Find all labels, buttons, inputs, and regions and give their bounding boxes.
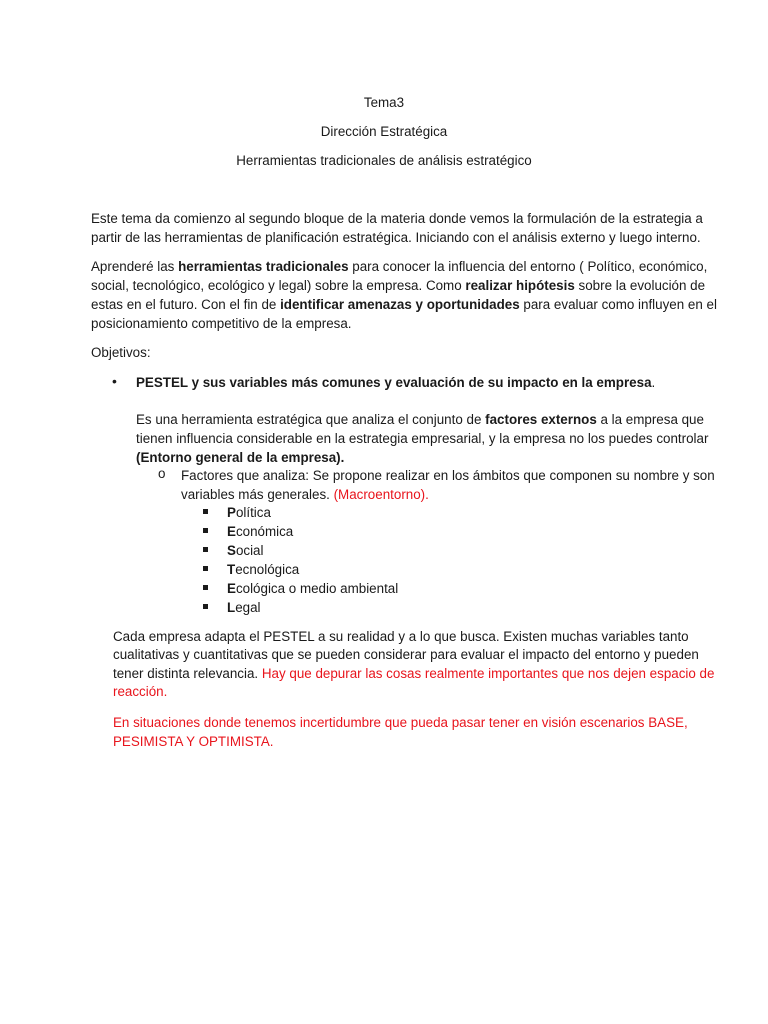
red-note: (Macroentorno). (333, 487, 429, 502)
pestel-item: Política (227, 505, 271, 520)
tools-paragraph-line: estas en el futuro. Con el fin de identificar amenazas y oportunidades para evaluar como influyen en el (91, 297, 717, 312)
bullet-square-icon (203, 509, 208, 514)
intro-paragraph-line: Este tema da comienzo al segundo bloque de la materia donde vemos la formulación de la estrategia a (91, 211, 703, 226)
closing-paragraph-line: Cada empresa adapta el PESTEL a su realidad y a lo que busca. Existen muchas variables tanto (113, 629, 689, 644)
bullet-square-icon (203, 585, 208, 590)
bullet-disc-icon: • (112, 373, 117, 389)
pestel-description-line: tienen influencia considerable en la estrategia empresarial, y la empresa no los puedes controlar (136, 431, 709, 446)
bullet-square-icon (203, 566, 208, 571)
bold-phrase: herramientas tradicionales (178, 259, 349, 274)
tools-paragraph-line: Aprenderé las herramientas tradicionales para conocer la influencia del entorno ( Político, económico, (91, 259, 708, 274)
closing-paragraph-line: cualitativas y cuantitativas que se pueden considerar para evaluar el impacto del entorno y pueden (113, 647, 699, 662)
bullet-circle-icon: o (158, 466, 166, 481)
pestel-heading: PESTEL y sus variables más comunes y evaluación de su impacto en la empresa. (136, 375, 656, 390)
pestel-item: Legal (227, 600, 261, 615)
doc-topic-number: Tema3 (363, 95, 405, 110)
doc-section-title: Herramientas tradicionales de análisis estratégico (236, 153, 532, 168)
doc-subject-title: Dirección Estratégica (320, 124, 448, 139)
bullet-square-icon (203, 547, 208, 552)
intro-paragraph-line: partir de las herramientas de planificación estratégica. Iniciando con el análisis externo y luego interno. (91, 230, 701, 245)
closing-paragraph-line: tener distinta relevancia. Hay que depurar las cosas realmente importantes que nos dejen espacio de (113, 666, 715, 681)
pestel-item: Ecológica o medio ambiental (227, 581, 399, 596)
bold-phrase: realizar hipótesis (465, 278, 575, 293)
pestel-description-line: (Entorno general de la empresa). (136, 450, 345, 465)
factors-line: Factores que analiza: Se propone realizar en los ámbitos que componen su nombre y son (181, 468, 715, 483)
factors-line: variables más generales. (Macroentorno). (181, 487, 429, 502)
tools-paragraph-line: posicionamiento competitivo de la empresa. (91, 316, 352, 331)
tools-paragraph-line: social, tecnológico, ecológico y legal) sobre la empresa. Como realizar hipótesis sobre la evolución de (91, 278, 706, 293)
pestel-item: Económica (227, 524, 294, 539)
pestel-item: Social (227, 543, 264, 558)
closing-paragraph-line: reacción. (113, 684, 168, 699)
pestel-description-line: Es una herramienta estratégica que analiza el conjunto de factores externos a la empresa que (136, 412, 704, 427)
bold-phrase: factores externos (485, 412, 597, 427)
pestel-item: Tecnológica (227, 562, 300, 577)
bold-phrase: identificar amenazas y oportunidades (280, 297, 520, 312)
scenarios-line: PESIMISTA Y OPTIMISTA. (113, 734, 274, 749)
bullet-square-icon (203, 604, 208, 609)
objectives-label: Objetivos: (91, 345, 151, 360)
scenarios-line: En situaciones donde tenemos incertidumbre que pueda pasar tener en visión escenarios BASE, (113, 715, 688, 730)
red-note: Hay que depurar las cosas realmente importantes que nos dejen espacio de (261, 666, 715, 681)
bullet-square-icon (203, 528, 208, 533)
